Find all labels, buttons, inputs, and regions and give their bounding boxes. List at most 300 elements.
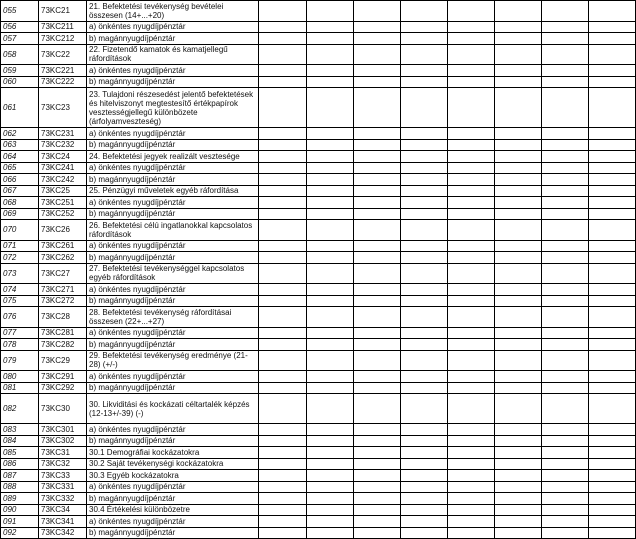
value-cell[interactable] [354, 527, 401, 539]
value-cell[interactable] [259, 139, 307, 151]
value-cell[interactable] [401, 65, 448, 77]
value-cell[interactable] [354, 88, 401, 128]
value-cell[interactable] [259, 339, 307, 351]
value-cell[interactable] [401, 197, 448, 209]
value-cell[interactable] [307, 151, 354, 163]
value-cell[interactable] [307, 252, 354, 264]
value-cell[interactable] [307, 382, 354, 394]
value-cell[interactable] [589, 197, 636, 209]
value-cell[interactable] [495, 307, 542, 328]
value-cell[interactable] [401, 435, 448, 447]
value-cell[interactable] [542, 185, 589, 197]
value-cell[interactable] [542, 208, 589, 220]
value-cell[interactable] [401, 458, 448, 470]
value-cell[interactable] [448, 240, 495, 252]
value-cell[interactable] [259, 371, 307, 383]
value-cell[interactable] [495, 493, 542, 505]
value-cell[interactable] [589, 220, 636, 241]
value-cell[interactable] [259, 435, 307, 447]
value-cell[interactable] [448, 424, 495, 436]
value-cell[interactable] [495, 128, 542, 140]
value-cell[interactable] [542, 88, 589, 128]
value-cell[interactable] [542, 151, 589, 163]
value-cell[interactable] [495, 162, 542, 174]
value-cell[interactable] [495, 447, 542, 459]
value-cell[interactable] [307, 197, 354, 209]
value-cell[interactable] [542, 44, 589, 65]
value-cell[interactable] [401, 128, 448, 140]
value-cell[interactable] [259, 208, 307, 220]
value-cell[interactable] [354, 185, 401, 197]
value-cell[interactable] [542, 284, 589, 296]
value-cell[interactable] [495, 394, 542, 424]
value-cell[interactable] [495, 327, 542, 339]
value-cell[interactable] [448, 220, 495, 241]
value-cell[interactable] [542, 493, 589, 505]
value-cell[interactable] [401, 240, 448, 252]
value-cell[interactable] [401, 339, 448, 351]
value-cell[interactable] [307, 504, 354, 516]
value-cell[interactable] [401, 185, 448, 197]
value-cell[interactable] [589, 516, 636, 528]
value-cell[interactable] [354, 162, 401, 174]
value-cell[interactable] [401, 527, 448, 539]
value-cell[interactable] [354, 174, 401, 186]
value-cell[interactable] [259, 252, 307, 264]
value-cell[interactable] [307, 185, 354, 197]
value-cell[interactable] [401, 162, 448, 174]
value-cell[interactable] [589, 327, 636, 339]
value-cell[interactable] [401, 263, 448, 284]
value-cell[interactable] [307, 220, 354, 241]
value-cell[interactable] [589, 21, 636, 33]
value-cell[interactable] [589, 44, 636, 65]
value-cell[interactable] [354, 516, 401, 528]
value-cell[interactable] [307, 527, 354, 539]
value-cell[interactable] [589, 382, 636, 394]
value-cell[interactable] [495, 339, 542, 351]
value-cell[interactable] [495, 527, 542, 539]
value-cell[interactable] [589, 208, 636, 220]
value-cell[interactable] [354, 470, 401, 482]
value-cell[interactable] [448, 382, 495, 394]
value-cell[interactable] [307, 21, 354, 33]
value-cell[interactable] [307, 128, 354, 140]
value-cell[interactable] [401, 295, 448, 307]
value-cell[interactable] [542, 162, 589, 174]
value-cell[interactable] [354, 21, 401, 33]
value-cell[interactable] [589, 394, 636, 424]
value-cell[interactable] [259, 174, 307, 186]
value-cell[interactable] [259, 527, 307, 539]
value-cell[interactable] [354, 197, 401, 209]
value-cell[interactable] [495, 458, 542, 470]
value-cell[interactable] [307, 76, 354, 88]
value-cell[interactable] [259, 162, 307, 174]
value-cell[interactable] [495, 424, 542, 436]
value-cell[interactable] [589, 162, 636, 174]
value-cell[interactable] [589, 470, 636, 482]
value-cell[interactable] [448, 470, 495, 482]
value-cell[interactable] [542, 21, 589, 33]
value-cell[interactable] [401, 424, 448, 436]
value-cell[interactable] [259, 21, 307, 33]
value-cell[interactable] [448, 481, 495, 493]
value-cell[interactable] [495, 185, 542, 197]
value-cell[interactable] [542, 128, 589, 140]
value-cell[interactable] [495, 1, 542, 22]
value-cell[interactable] [401, 21, 448, 33]
value-cell[interactable] [448, 447, 495, 459]
value-cell[interactable] [542, 447, 589, 459]
value-cell[interactable] [542, 33, 589, 45]
value-cell[interactable] [542, 252, 589, 264]
value-cell[interactable] [354, 252, 401, 264]
value-cell[interactable] [495, 65, 542, 77]
value-cell[interactable] [259, 470, 307, 482]
value-cell[interactable] [495, 382, 542, 394]
value-cell[interactable] [448, 185, 495, 197]
value-cell[interactable] [307, 284, 354, 296]
value-cell[interactable] [307, 295, 354, 307]
value-cell[interactable] [307, 307, 354, 328]
value-cell[interactable] [495, 435, 542, 447]
value-cell[interactable] [307, 263, 354, 284]
value-cell[interactable] [259, 240, 307, 252]
value-cell[interactable] [401, 481, 448, 493]
value-cell[interactable] [542, 339, 589, 351]
value-cell[interactable] [307, 493, 354, 505]
value-cell[interactable] [589, 174, 636, 186]
value-cell[interactable] [589, 151, 636, 163]
value-cell[interactable] [495, 252, 542, 264]
value-cell[interactable] [542, 527, 589, 539]
value-cell[interactable] [354, 447, 401, 459]
value-cell[interactable] [542, 458, 589, 470]
value-cell[interactable] [354, 44, 401, 65]
value-cell[interactable] [401, 174, 448, 186]
value-cell[interactable] [259, 504, 307, 516]
value-cell[interactable] [448, 65, 495, 77]
value-cell[interactable] [495, 350, 542, 371]
value-cell[interactable] [495, 197, 542, 209]
value-cell[interactable] [542, 394, 589, 424]
value-cell[interactable] [495, 33, 542, 45]
value-cell[interactable] [354, 76, 401, 88]
value-cell[interactable] [307, 174, 354, 186]
value-cell[interactable] [401, 307, 448, 328]
value-cell[interactable] [259, 493, 307, 505]
value-cell[interactable] [259, 447, 307, 459]
value-cell[interactable] [307, 65, 354, 77]
value-cell[interactable] [448, 504, 495, 516]
value-cell[interactable] [542, 139, 589, 151]
value-cell[interactable] [542, 424, 589, 436]
value-cell[interactable] [589, 481, 636, 493]
value-cell[interactable] [542, 76, 589, 88]
value-cell[interactable] [401, 394, 448, 424]
value-cell[interactable] [307, 44, 354, 65]
value-cell[interactable] [448, 295, 495, 307]
value-cell[interactable] [354, 327, 401, 339]
value-cell[interactable] [307, 88, 354, 128]
value-cell[interactable] [354, 350, 401, 371]
value-cell[interactable] [448, 527, 495, 539]
value-cell[interactable] [354, 33, 401, 45]
value-cell[interactable] [495, 504, 542, 516]
value-cell[interactable] [354, 128, 401, 140]
value-cell[interactable] [307, 33, 354, 45]
value-cell[interactable] [495, 21, 542, 33]
value-cell[interactable] [448, 435, 495, 447]
value-cell[interactable] [401, 327, 448, 339]
value-cell[interactable] [448, 128, 495, 140]
value-cell[interactable] [589, 65, 636, 77]
value-cell[interactable] [448, 263, 495, 284]
value-cell[interactable] [448, 350, 495, 371]
value-cell[interactable] [307, 240, 354, 252]
value-cell[interactable] [307, 435, 354, 447]
value-cell[interactable] [354, 481, 401, 493]
value-cell[interactable] [495, 139, 542, 151]
value-cell[interactable] [448, 493, 495, 505]
value-cell[interactable] [401, 76, 448, 88]
value-cell[interactable] [589, 284, 636, 296]
value-cell[interactable] [589, 435, 636, 447]
value-cell[interactable] [259, 151, 307, 163]
value-cell[interactable] [401, 139, 448, 151]
value-cell[interactable] [259, 516, 307, 528]
value-cell[interactable] [542, 382, 589, 394]
value-cell[interactable] [542, 240, 589, 252]
value-cell[interactable] [448, 139, 495, 151]
value-cell[interactable] [307, 470, 354, 482]
value-cell[interactable] [259, 295, 307, 307]
value-cell[interactable] [354, 458, 401, 470]
value-cell[interactable] [401, 447, 448, 459]
value-cell[interactable] [259, 394, 307, 424]
value-cell[interactable] [495, 481, 542, 493]
value-cell[interactable] [259, 382, 307, 394]
value-cell[interactable] [259, 65, 307, 77]
value-cell[interactable] [448, 339, 495, 351]
value-cell[interactable] [401, 151, 448, 163]
value-cell[interactable] [542, 327, 589, 339]
value-cell[interactable] [589, 504, 636, 516]
value-cell[interactable] [495, 174, 542, 186]
value-cell[interactable] [542, 516, 589, 528]
value-cell[interactable] [495, 151, 542, 163]
value-cell[interactable] [354, 504, 401, 516]
value-cell[interactable] [401, 44, 448, 65]
value-cell[interactable] [354, 208, 401, 220]
value-cell[interactable] [589, 527, 636, 539]
value-cell[interactable] [448, 458, 495, 470]
value-cell[interactable] [589, 252, 636, 264]
value-cell[interactable] [354, 435, 401, 447]
value-cell[interactable] [401, 382, 448, 394]
value-cell[interactable] [401, 470, 448, 482]
value-cell[interactable] [495, 371, 542, 383]
value-cell[interactable] [448, 88, 495, 128]
value-cell[interactable] [401, 493, 448, 505]
value-cell[interactable] [589, 128, 636, 140]
value-cell[interactable] [259, 458, 307, 470]
value-cell[interactable] [307, 339, 354, 351]
value-cell[interactable] [307, 1, 354, 22]
value-cell[interactable] [307, 424, 354, 436]
value-cell[interactable] [448, 1, 495, 22]
value-cell[interactable] [542, 65, 589, 77]
value-cell[interactable] [589, 185, 636, 197]
value-cell[interactable] [542, 504, 589, 516]
value-cell[interactable] [448, 33, 495, 45]
value-cell[interactable] [448, 76, 495, 88]
value-cell[interactable] [401, 516, 448, 528]
value-cell[interactable] [259, 44, 307, 65]
value-cell[interactable] [589, 371, 636, 383]
value-cell[interactable] [589, 76, 636, 88]
value-cell[interactable] [401, 252, 448, 264]
value-cell[interactable] [448, 21, 495, 33]
value-cell[interactable] [448, 284, 495, 296]
value-cell[interactable] [307, 208, 354, 220]
value-cell[interactable] [448, 394, 495, 424]
value-cell[interactable] [542, 1, 589, 22]
value-cell[interactable] [401, 371, 448, 383]
value-cell[interactable] [542, 470, 589, 482]
value-cell[interactable] [401, 284, 448, 296]
value-cell[interactable] [589, 33, 636, 45]
value-cell[interactable] [448, 44, 495, 65]
value-cell[interactable] [259, 128, 307, 140]
value-cell[interactable] [448, 516, 495, 528]
value-cell[interactable] [589, 493, 636, 505]
value-cell[interactable] [589, 295, 636, 307]
value-cell[interactable] [495, 284, 542, 296]
value-cell[interactable] [259, 307, 307, 328]
value-cell[interactable] [542, 435, 589, 447]
value-cell[interactable] [542, 174, 589, 186]
value-cell[interactable] [495, 88, 542, 128]
value-cell[interactable] [401, 220, 448, 241]
value-cell[interactable] [542, 263, 589, 284]
value-cell[interactable] [354, 1, 401, 22]
value-cell[interactable] [259, 481, 307, 493]
value-cell[interactable] [401, 350, 448, 371]
value-cell[interactable] [307, 327, 354, 339]
value-cell[interactable] [542, 220, 589, 241]
value-cell[interactable] [354, 151, 401, 163]
value-cell[interactable] [354, 284, 401, 296]
value-cell[interactable] [589, 263, 636, 284]
value-cell[interactable] [307, 139, 354, 151]
value-cell[interactable] [354, 65, 401, 77]
value-cell[interactable] [354, 394, 401, 424]
value-cell[interactable] [589, 88, 636, 128]
value-cell[interactable] [448, 174, 495, 186]
value-cell[interactable] [307, 458, 354, 470]
value-cell[interactable] [354, 263, 401, 284]
value-cell[interactable] [354, 240, 401, 252]
value-cell[interactable] [259, 1, 307, 22]
value-cell[interactable] [354, 371, 401, 383]
value-cell[interactable] [495, 220, 542, 241]
value-cell[interactable] [448, 197, 495, 209]
value-cell[interactable] [259, 263, 307, 284]
value-cell[interactable] [259, 220, 307, 241]
value-cell[interactable] [307, 162, 354, 174]
value-cell[interactable] [259, 424, 307, 436]
value-cell[interactable] [589, 458, 636, 470]
value-cell[interactable] [259, 33, 307, 45]
value-cell[interactable] [542, 371, 589, 383]
value-cell[interactable] [354, 220, 401, 241]
value-cell[interactable] [307, 516, 354, 528]
value-cell[interactable] [259, 88, 307, 128]
value-cell[interactable] [354, 307, 401, 328]
value-cell[interactable] [354, 493, 401, 505]
value-cell[interactable] [448, 327, 495, 339]
value-cell[interactable] [495, 263, 542, 284]
value-cell[interactable] [495, 76, 542, 88]
value-cell[interactable] [307, 394, 354, 424]
value-cell[interactable] [448, 371, 495, 383]
value-cell[interactable] [542, 197, 589, 209]
value-cell[interactable] [259, 327, 307, 339]
value-cell[interactable] [307, 350, 354, 371]
value-cell[interactable] [401, 88, 448, 128]
value-cell[interactable] [259, 350, 307, 371]
value-cell[interactable] [589, 307, 636, 328]
value-cell[interactable] [495, 44, 542, 65]
value-cell[interactable] [448, 162, 495, 174]
value-cell[interactable] [307, 447, 354, 459]
value-cell[interactable] [448, 307, 495, 328]
value-cell[interactable] [495, 470, 542, 482]
value-cell[interactable] [542, 295, 589, 307]
value-cell[interactable] [354, 339, 401, 351]
value-cell[interactable] [589, 1, 636, 22]
value-cell[interactable] [354, 295, 401, 307]
value-cell[interactable] [589, 240, 636, 252]
value-cell[interactable] [401, 504, 448, 516]
value-cell[interactable] [589, 350, 636, 371]
value-cell[interactable] [495, 516, 542, 528]
value-cell[interactable] [259, 76, 307, 88]
value-cell[interactable] [448, 252, 495, 264]
value-cell[interactable] [401, 208, 448, 220]
value-cell[interactable] [354, 424, 401, 436]
value-cell[interactable] [589, 424, 636, 436]
value-cell[interactable] [542, 307, 589, 328]
value-cell[interactable] [401, 33, 448, 45]
value-cell[interactable] [495, 240, 542, 252]
value-cell[interactable] [448, 151, 495, 163]
value-cell[interactable] [589, 339, 636, 351]
value-cell[interactable] [495, 295, 542, 307]
value-cell[interactable] [307, 481, 354, 493]
value-cell[interactable] [259, 185, 307, 197]
value-cell[interactable] [259, 197, 307, 209]
value-cell[interactable] [589, 447, 636, 459]
value-cell[interactable] [448, 208, 495, 220]
value-cell[interactable] [542, 481, 589, 493]
value-cell[interactable] [495, 208, 542, 220]
value-cell[interactable] [401, 1, 448, 22]
value-cell[interactable] [354, 382, 401, 394]
value-cell[interactable] [542, 350, 589, 371]
